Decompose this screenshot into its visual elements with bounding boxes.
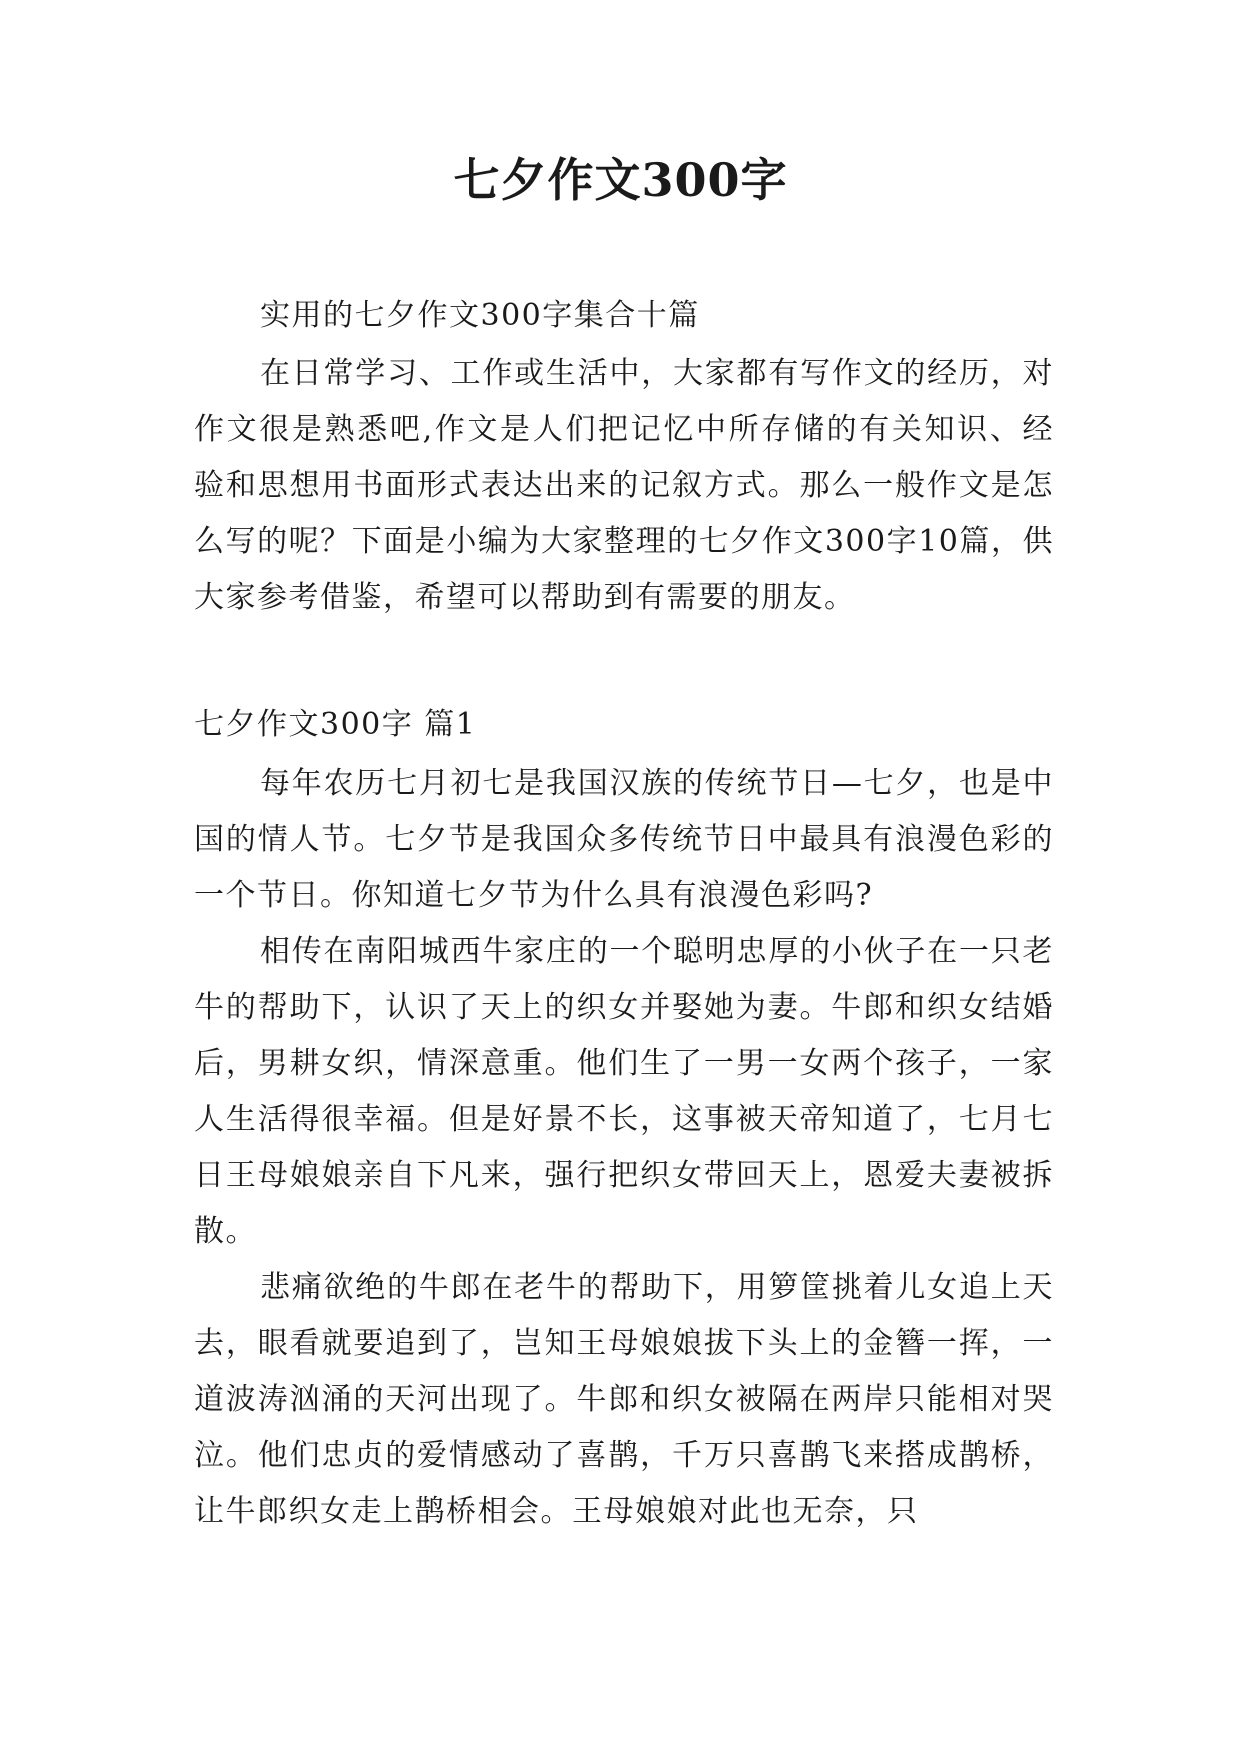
document-subtitle: 实用的七夕作文300字集合十篇 (260, 298, 700, 333)
section-paragraph: 相传在南阳城西牛家庄的一个聪明忠厚的小伙子在一只老牛的帮助下，认识了天上的织女并娶她为妻。牛郎和织女结婚后，男耕女织，情深意重。他们生了一男一女两个孩子，一家人生活得很幸福。但是好景不长，这事被天帝知道了，七月七日王母娘娘亲自下凡来，强行把织女带回天上，恩爱夫妻被拆散。 (194, 934, 1054, 1249)
section-body (194, 756, 1054, 1540)
section-heading: 七夕作文300字 篇1 (194, 707, 477, 742)
document-title: 七夕作文300字 (453, 153, 788, 207)
intro-paragraph: 在日常学习、工作或生活中，大家都有写作文的经历，对作文很是熟悉吧,作文是人们把记忆中所存储的有关知识、经验和思想用书面形式表达出来的记叙方式。那么一般作文是怎么写的呢？下面是小编为大家整理的七夕作文300字10篇，供大家参考借鉴，希望可以帮助到有需要的朋友。 (194, 356, 1054, 615)
section-paragraph: 悲痛欲绝的牛郎在老牛的帮助下，用箩筐挑着儿女追上天去，眼看就要追到了，岂知王母娘娘拔下头上的金簪一挥，一道波涛汹涌的天河出现了。牛郎和织女被隔在两岸只能相对哭泣。他们忠贞的爱情感动了喜鹊，千万只喜鹊飞来搭成鹊桥，让牛郎织女走上鹊桥相会。王母娘娘对此也无奈，只 (194, 1270, 1054, 1529)
section-paragraph: 每年农历七月初七是我国汉族的传统节日—七夕，也是中国的情人节。七夕节是我国众多传统节日中最具有浪漫色彩的一个节日。你知道七夕节为什么具有浪漫色彩吗? (194, 766, 1054, 913)
